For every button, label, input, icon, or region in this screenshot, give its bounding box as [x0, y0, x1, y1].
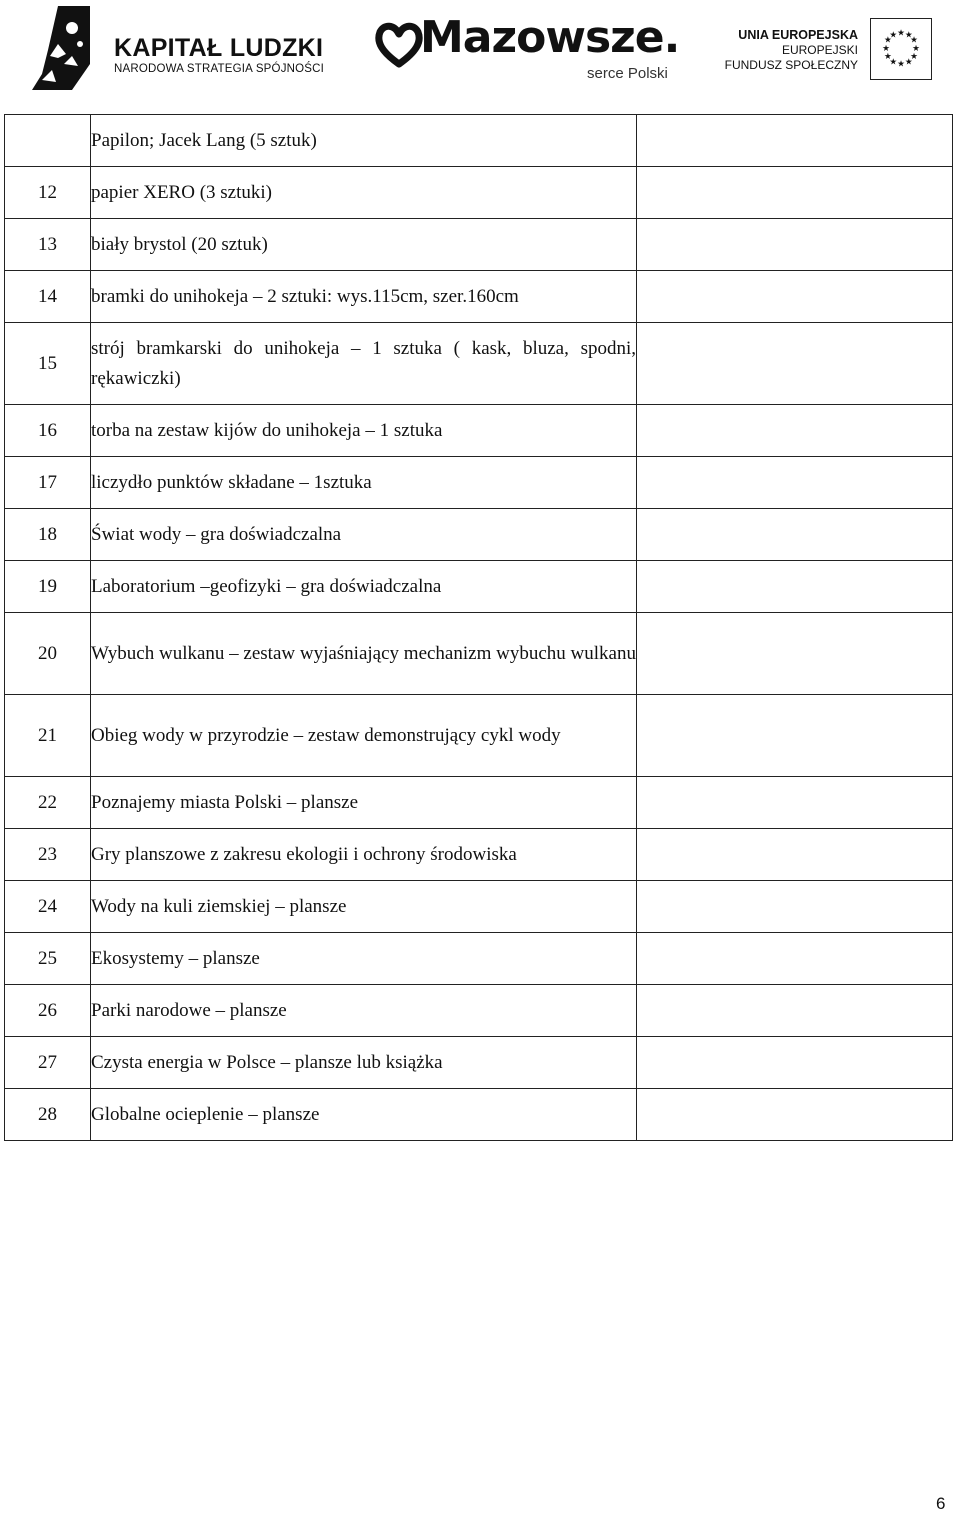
equipment-table	[4, 114, 953, 1141]
row-number: 27	[5, 1037, 91, 1089]
empty-cell	[637, 985, 953, 1037]
table-row	[5, 613, 953, 695]
table-row	[5, 561, 953, 613]
kapital-ludzki-title: KAPITAŁ LUDZKI	[114, 34, 324, 62]
row-number: 15	[5, 323, 91, 405]
table-row	[5, 777, 953, 829]
item-name: strój bramkarski do unihokeja – 1 sztuka ( kask, bluza, spodni, rękawiczki)	[91, 323, 637, 405]
empty-cell	[637, 219, 953, 271]
item-name: Ekosystemy – plansze	[91, 933, 637, 985]
empty-cell	[637, 509, 953, 561]
svg-text:★: ★	[897, 28, 905, 39]
empty-cell	[637, 613, 953, 695]
empty-cell	[637, 115, 953, 167]
item-name: torba na zestaw kijów do unihokeja – 1 sztuka	[91, 405, 637, 457]
item-name: Poznajemy miasta Polski – plansze	[91, 777, 637, 829]
table-row	[5, 323, 953, 405]
table-row	[5, 881, 953, 933]
row-number	[5, 115, 91, 167]
svg-text:★: ★	[884, 35, 892, 46]
item-name: bramki do unihokeja – 2 sztuki: wys.115cm, szer.160cm	[91, 271, 637, 323]
item-name: liczydło punktów składane – 1sztuka	[91, 457, 637, 509]
row-number: 13	[5, 219, 91, 271]
item-name: Gry planszowe z zakresu ekologii i ochrony środowiska	[91, 829, 637, 881]
row-number: 25	[5, 933, 91, 985]
item-name: papier XERO (3 sztuki)	[91, 167, 637, 219]
row-number: 19	[5, 561, 91, 613]
table-row	[5, 829, 953, 881]
svg-text:★: ★	[882, 43, 890, 54]
empty-cell	[637, 829, 953, 881]
eu-line-3: FUNDUSZ SPOŁECZNY	[724, 58, 858, 72]
item-name: Papilon; Jacek Lang (5 sztuk)	[91, 115, 637, 167]
svg-text:★: ★	[889, 30, 898, 41]
empty-cell	[637, 457, 953, 509]
row-number: 12	[5, 167, 91, 219]
row-number: 23	[5, 829, 91, 881]
table-row	[5, 115, 953, 167]
row-number: 24	[5, 881, 91, 933]
table-row	[5, 219, 953, 271]
kapital-ludzki-logo-icon	[28, 4, 106, 92]
svg-text:★: ★	[884, 52, 892, 63]
svg-text:★: ★	[904, 30, 913, 41]
empty-cell	[637, 561, 953, 613]
empty-cell	[637, 695, 953, 777]
item-name: Laboratorium –geofizyki – gra doświadczalna	[91, 561, 637, 613]
item-name: Wody na kuli ziemskiej – plansze	[91, 881, 637, 933]
page-header	[0, 0, 960, 100]
item-name: Parki narodowe – plansze	[91, 985, 637, 1037]
mazowsze-wordmark: Mazowsze.	[420, 12, 680, 63]
svg-text:★: ★	[910, 35, 918, 46]
eu-label	[725, 28, 858, 73]
table-row	[5, 509, 953, 561]
empty-cell	[637, 323, 953, 405]
empty-cell	[637, 881, 953, 933]
table-row	[5, 457, 953, 509]
table-row	[5, 1089, 953, 1141]
kapital-ludzki-subtitle: NARODOWA STRATEGIA SPÓJNOŚCI	[114, 63, 325, 75]
empty-cell	[637, 167, 953, 219]
table-row	[5, 1037, 953, 1089]
row-number: 21	[5, 695, 91, 777]
svg-text:★: ★	[912, 43, 920, 54]
row-number: 18	[5, 509, 91, 561]
item-name: Wybuch wulkanu – zestaw wyjaśniający mechanizm wybuchu wulkanu	[91, 613, 637, 695]
row-number: 17	[5, 457, 91, 509]
item-name: Czysta energia w Polsce – plansze lub książka	[91, 1037, 637, 1089]
item-name: Świat wody – gra doświadczalna	[91, 509, 637, 561]
table-row	[5, 167, 953, 219]
empty-cell	[637, 777, 953, 829]
table-row	[5, 933, 953, 985]
row-number: 14	[5, 271, 91, 323]
eu-line-1: UNIA EUROPEJSKA	[738, 28, 858, 42]
empty-cell	[637, 1037, 953, 1089]
table-row	[5, 695, 953, 777]
svg-text:★: ★	[904, 57, 913, 68]
table-row	[5, 985, 953, 1037]
empty-cell	[637, 405, 953, 457]
empty-cell	[637, 271, 953, 323]
eu-line-2: EUROPEJSKI	[781, 43, 858, 57]
item-name: Globalne ocieplenie – plansze	[91, 1089, 637, 1141]
eu-flag-icon	[870, 18, 932, 80]
item-name: Obieg wody w przyrodzie – zestaw demonstrujący cykl wody	[91, 695, 637, 777]
row-number: 26	[5, 985, 91, 1037]
row-number: 16	[5, 405, 91, 457]
row-number: 22	[5, 777, 91, 829]
row-number: 28	[5, 1089, 91, 1141]
item-name: biały brystol (20 sztuk)	[91, 219, 637, 271]
table-row	[5, 271, 953, 323]
svg-text:★: ★	[889, 57, 898, 68]
svg-text:★: ★	[910, 52, 918, 63]
svg-text:★: ★	[897, 59, 905, 70]
mazowsze-heart-icon	[374, 20, 424, 70]
empty-cell	[637, 1089, 953, 1141]
empty-cell	[637, 933, 953, 985]
page-number: 6	[936, 1494, 946, 1513]
table-row	[5, 405, 953, 457]
mazowsze-tagline: serce Polski	[587, 65, 668, 82]
row-number: 20	[5, 613, 91, 695]
